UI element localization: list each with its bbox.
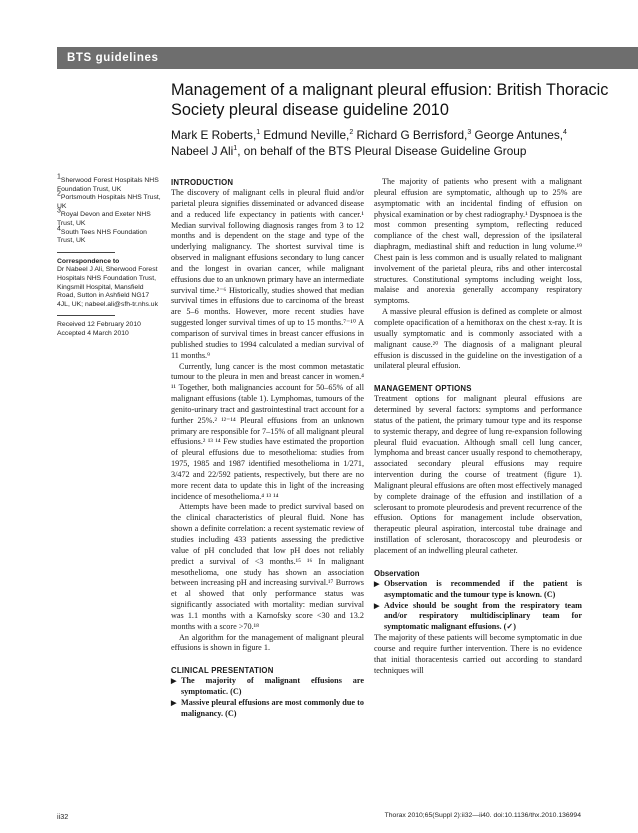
article-title: Management of a malignant pleural effusion: British Thoracic Society pleural disease guideline 2010	[171, 81, 609, 119]
citation-footer: Thorax 2010;65(Suppl 2):ii32—ii40. doi:10.1136/thx.2010.136994	[384, 812, 581, 819]
paragraph: The majority of patients who present with a malignant pleural effusion are symptomatic, although up to 25% are asymptomatic with an incidental finding of effusion on physical examination or by chest radiography.¹ Dyspnoea is the most common presenting symptom, reflecting reduced compliance of the chest wall, depression of the ipsilateral diaphragm, mediastinal shift and reduction in lung volume.¹⁹ Chest pain is less common and is usually related to malignant involvement of the parietal pleura, ribs and other intercostal structures. Constitutional symptoms including weight loss, malaise and anorexia generally accompany respiratory symptoms.	[374, 177, 582, 306]
author-name: Nabeel J Ali	[171, 143, 234, 158]
section-heading-management-options: MANAGEMENT OPTIONS	[374, 384, 472, 394]
paragraph: Attempts have been made to predict survival based on the clinical characteristics of pleural fluid. None has shown a definite correlation: a recent systematic review of studies including 433 patients assessing the predictive value of pH concluded that low pH does not reliably predict a survival of <3 months.¹⁵ ¹⁶ In malignant mesothelioma, one study has shown an association between increasing pH and increasing survival.¹⁷ Burrows et al showed that only performance status was significantly associated with mortality: median survival was 1.1 months with a Karnofsky score <30 and 13.2 months with a score >70.¹⁸	[171, 502, 364, 631]
affiliation-marker: 4	[563, 129, 567, 137]
article-sidebar	[57, 173, 161, 339]
paragraph: The discovery of malignant cells in pleural fluid and/or parietal pleura signifies disseminated or advanced disease and a reduced life expectancy in patients with cancer.¹ Median survival following diagnosis ranges from 3 to 12 months and is dependent on the stage and type of the underlying malignancy. The shortest survival time is observed in malignant effusions secondary to lung cancer and the longest in ovarian cancer, while malignant effusions due to an unknown primary have an intermediate survival time.²⁻⁶ Historically, studies showed that median survival times in effusions due to carcinoma of the breast are 5–6 months. However, more recent studies have suggested longer survival times of up to 15 months.⁷⁻¹⁰ A comparison of survival times in breast cancer effusions in published studies to 1994 calculated a median survival of 11 months.⁹	[171, 188, 364, 360]
author-group: , on behalf of the BTS Pleural Disease Guideline Group	[237, 143, 527, 158]
affiliation: $^3$Royal Devon and Exeter NHS Trust, UK	[57, 208, 151, 227]
accepted-date: Accepted 4 March 2010	[57, 329, 129, 337]
affiliation-marker: 1	[256, 129, 261, 137]
affiliation-marker: 1	[233, 144, 238, 152]
affiliation: $^4$South Tees NHS Foundation Trust, UK	[57, 225, 147, 245]
correspondence-address: Dr Nabeel J Ali, Sherwood Forest Hospitals NHS Foundation Trust, Kingsmill Hospital, Mansfield Road, Sutton in Ashfield NG17 4JL, UK; nabeel.ali@sfh-tr.nhs.uk	[57, 266, 158, 308]
paragraph: Treatment options for malignant pleural effusions are determined by several factors: symptoms and performance status of the patient, the primary tumour type and its response to systemic therapy, and degree of lung re-expansion following pleural fluid evacuation. Although small cell lung cancer, lymphoma and breast cancer usually respond to chemotherapy, associated secondary pleural effusions may require intervention during the course of treatment (figure 1). Malignant pleural effusions are often most effectively managed by complete drainage of the effusion and instillation of a sclerosant to promote pleurodesis and prevent recurrence of the effusion. Options for management include observation, therapeutic pleural aspiration, intercostal tube drainage and instillation of sclerosant, thoracoscopy and pleurodesis or placement of an indwelling pleural catheter.	[374, 394, 582, 555]
author-name: Mark E Roberts,	[171, 128, 257, 142]
affiliation-marker: 2	[349, 129, 354, 137]
bullet-triangle-icon: ▶	[374, 601, 380, 610]
correspondence-heading: Correspondence to	[57, 257, 120, 265]
divider	[57, 252, 115, 253]
author-name: Richard G Berrisford,	[353, 128, 468, 142]
recommendation: ▶ The majority of malignant effusions are symptomatic. (C)	[171, 676, 364, 697]
recommendation: ▶ Massive pleural effusions are most commonly due to malignancy. (C)	[171, 697, 364, 718]
section-heading-introduction: INTRODUCTION	[171, 178, 234, 187]
subsection-heading-observation: Observation	[374, 568, 420, 578]
body-column-left	[171, 177, 364, 720]
affiliation: $^2$Portsmouth Hospitals NHS Trust, UK	[57, 190, 161, 210]
bullet-triangle-icon: ▶	[171, 698, 177, 707]
section-banner: BTS guidelines	[57, 47, 638, 69]
affiliation-marker: 3	[467, 129, 472, 137]
page-number: ii32	[57, 812, 69, 821]
recommendation: ▶ Advice should be sought from the respiratory team and/or respiratory multidisciplinary team for symptomatic malignant effusions. (✓)	[374, 600, 582, 632]
paragraph: An algorithm for the management of malignant pleural effusions is shown in figure 1.	[171, 632, 364, 653]
recommendation: ▶ Observation is recommended if the patient is asymptomatic and the tumour type is known. (C)	[374, 578, 582, 599]
paragraph: The majority of these patients will become symptomatic in due course and require further intervention. There is no evidence that initial thoracentesis carried out according to standard techniques will	[374, 633, 582, 675]
received-date: Received 12 February 2010	[57, 321, 141, 329]
divider	[57, 315, 115, 316]
paragraph: Currently, lung cancer is the most common metastatic tumour to the pleura in men and breast cancer in women.⁴ ¹¹ Together, both malignancies account for 50–65% of all malignant effusions (table 1). Lymphomas, tumours of the genito-urinary tract and gastrointestinal tract account for a further 25%.² ¹²⁻¹⁴ Pleural effusions from an unknown primary are responsible for 7–15% of all malignant pleural effusions.² ¹³ ¹⁴ Few studies have estimated the proportion of pleural effusions due to mesothelioma: studies from 1975, 1985 and 1987 identified mesothelioma in 1/271, 3/472 and 22/592 patients, respectively, but there are no more recent data to update this in light of the increasing incidence of mesothelioma.⁴ ¹³ ¹⁴	[171, 361, 364, 501]
author-list	[171, 128, 611, 159]
body-column-right	[374, 177, 582, 676]
author-name: George Antunes,	[471, 128, 564, 142]
affiliation: $^1$Sherwood Forest Hospitals NHS Foundation Trust, UK	[57, 173, 159, 193]
paragraph: A massive pleural effusion is defined as complete or almost complete opacification of a hemithorax on the chest x-ray. It is usually symptomatic and is commonly associated with a malignant cause.²⁰ The diagnosis of a malignant pleural effusion is discussed in the guideline on the investigation of a unilateral pleural effusion.	[374, 307, 582, 371]
section-heading-clinical-presentation: CLINICAL PRESENTATION	[171, 666, 274, 676]
author-name: Edmund Neville,	[260, 128, 350, 142]
bullet-triangle-icon: ▶	[374, 579, 380, 588]
bullet-triangle-icon: ▶	[171, 677, 177, 686]
